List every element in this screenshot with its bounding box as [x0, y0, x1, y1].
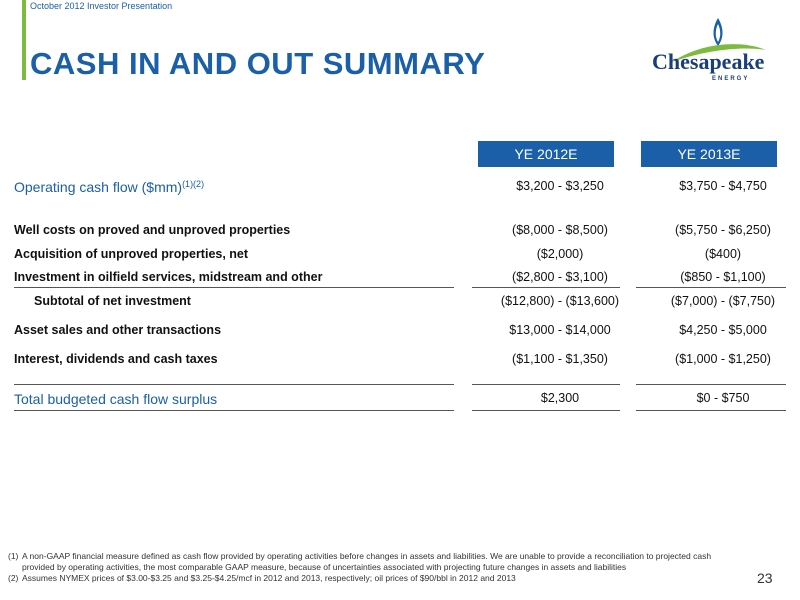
- row-label: Interest, dividends and cash taxes: [14, 352, 218, 366]
- operating-cash-flow-row: [14, 176, 786, 198]
- table-row: [14, 349, 786, 371]
- value-2013: ($5,750 - $6,250): [675, 223, 771, 237]
- divider: [636, 384, 786, 385]
- row-label: Well costs on proved and unproved properties: [14, 223, 291, 237]
- company-logo: [642, 10, 770, 92]
- value-2013: $0 - $750: [696, 391, 750, 405]
- divider: [472, 287, 620, 288]
- eyebrow-text: October 2012 Investor Presentation: [30, 1, 173, 11]
- divider: [636, 410, 786, 411]
- table-row: [14, 267, 786, 289]
- divider: [14, 410, 454, 411]
- column-header-ye2012e: YE 2012E: [478, 141, 614, 167]
- value-2012: ($1,100 - $1,350): [512, 352, 608, 366]
- value-2013: $4,250 - $5,000: [679, 323, 767, 337]
- footnote-text: Assumes NYMEX prices of $3.00-$3.25 and $3.25-$4.25/mcf in 2012 and 2013, respectively; oil prices of $90/bbl in 2012 and 2013: [22, 573, 516, 583]
- row-label: Operating cash flow ($mm)$^{(1)(2)}$: [14, 179, 205, 195]
- footnote: [8, 551, 738, 573]
- value-2012: $13,000 - $14,000: [509, 323, 611, 337]
- value-2012: ($2,800 - $3,100): [512, 270, 608, 284]
- footnote-number: (2): [8, 573, 19, 583]
- table-row: [14, 220, 786, 242]
- value-2012: ($2,000): [536, 247, 584, 261]
- table-row: [14, 244, 786, 266]
- divider: [472, 410, 620, 411]
- logo-subtext: ENERGY: [712, 76, 750, 82]
- value-2013: ($400): [704, 247, 742, 261]
- page-number: 23: [757, 570, 773, 586]
- divider: [472, 384, 620, 385]
- footnote-text: A non-GAAP financial measure defined as cash flow provided by operating activities before changes in assets and liabilities. We are unable to provide a reconciliation to projected cash provided by operating activities, the most comparable GAAP measure, because of uncertainties associated with projecting future changes in assets and liabilities: [22, 551, 712, 572]
- accent-bar: [22, 0, 26, 80]
- value-2012: ($12,800) - ($13,600): [500, 294, 620, 308]
- value-2012: $2,300: [540, 391, 580, 405]
- footnote-number: (1): [8, 551, 19, 561]
- logo-wordmark: Chesapeake: [652, 49, 765, 74]
- row-label: Acquisition of unproved properties, net: [14, 247, 249, 261]
- value-2012: ($8,000 - $8,500): [512, 223, 608, 237]
- value-2012: $3,200 - $3,250: [516, 179, 604, 193]
- row-label: Subtotal of net investment: [34, 294, 191, 308]
- divider: [14, 384, 454, 385]
- column-header-ye2013e: YE 2013E: [641, 141, 777, 167]
- row-label: Asset sales and other transactions: [14, 323, 222, 337]
- total-row: [14, 388, 786, 410]
- row-label: Total budgeted cash flow surplus: [14, 391, 218, 407]
- value-2013: $3,750 - $4,750: [679, 179, 767, 193]
- divider: [636, 287, 786, 288]
- footnotes: [8, 551, 738, 584]
- table-row: [14, 320, 786, 342]
- row-label: Investment in oilfield services, midstream and other: [14, 270, 323, 284]
- footnote-ref: (1)(2): [182, 179, 205, 189]
- footnote: [8, 573, 738, 584]
- subtotal-row: [14, 291, 786, 313]
- divider: [14, 287, 454, 288]
- value-2013: ($1,000 - $1,250): [675, 352, 771, 366]
- value-2013: ($7,000) - ($7,750): [670, 294, 776, 308]
- page-title: CASH IN AND OUT SUMMARY: [30, 46, 486, 81]
- value-2013: ($850 - $1,100): [680, 270, 766, 284]
